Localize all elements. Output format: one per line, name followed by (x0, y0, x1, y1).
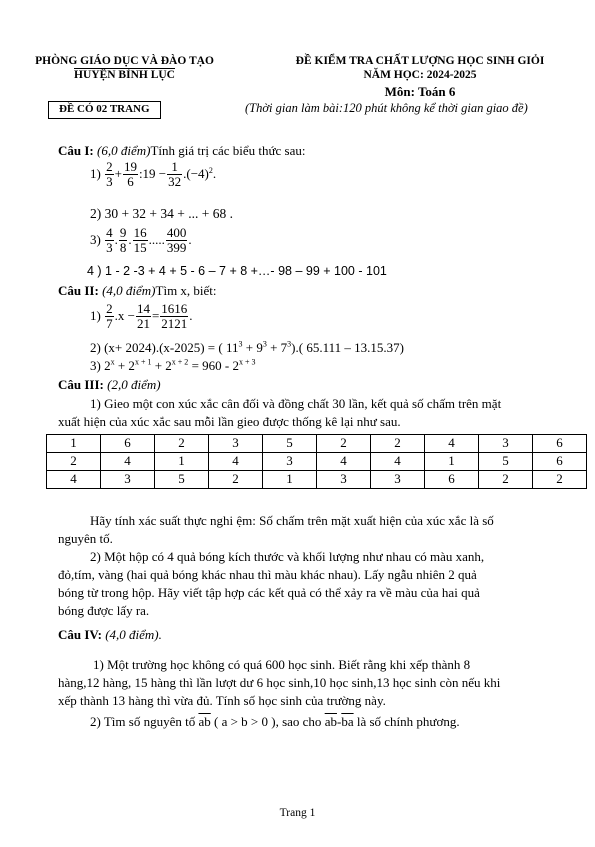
period: . (189, 308, 193, 324)
subject: Môn: Toán 6 (384, 84, 456, 99)
table-cell: 2 (209, 471, 263, 489)
numerator: 14 (136, 301, 150, 316)
table-cell: 5 (155, 471, 209, 489)
exam-title: ĐỀ KIỂM TRA CHẤT LƯỢNG HỌC SINH GIỎI (295, 55, 545, 67)
q3-part2-line1: 2) Một hộp có 4 quả bóng kích thước và khối lượng như nhau có màu xanh, (90, 549, 485, 564)
table-cell: 2 (371, 435, 425, 453)
table-cell: 3 (371, 471, 425, 489)
table-cell: 3 (263, 453, 317, 471)
exponent: 2 (208, 165, 213, 175)
district-name (22, 68, 227, 82)
q2-heading (58, 283, 217, 299)
fraction (105, 160, 114, 190)
numerator: 9 (119, 225, 127, 240)
numerator: 2 (106, 301, 113, 316)
expression-part: = 960 - 2 (188, 358, 239, 373)
table-cell: 2 (479, 471, 533, 489)
expression-part: ( a > b > 0 ), sao cho (213, 714, 322, 729)
fraction (105, 226, 114, 256)
q1-item2 (90, 206, 233, 223)
q4-part2 (90, 714, 460, 730)
denominator: 6 (127, 174, 134, 190)
operator: + (114, 166, 122, 182)
table-cell: 1 (425, 453, 479, 471)
numerator: 2 (106, 159, 113, 174)
equals-sign: = (151, 308, 160, 324)
q2-item3 (90, 358, 256, 374)
exponent: 3 (238, 339, 243, 349)
table-cell: 5 (263, 435, 317, 453)
table-cell: 1 (47, 435, 101, 453)
q3-points: (2,0 điểm) (107, 377, 161, 392)
numerator: 19 (123, 159, 137, 174)
table-row (47, 435, 587, 453)
q1-item3: 3) $\frac{4}{3}$ . $\frac{9}{8}$ . $\frac{16}{15}$ ..... $\frac{400}{399}$ . (90, 225, 192, 256)
q1-item4: 4 ) 1 - 2 -3 + 4 + 5 - 6 – 7 + 8 +…- 98 – 99 + 100 - 101 (87, 264, 387, 278)
table-row (47, 471, 587, 489)
q1-points: (6,0 điểm) (97, 143, 151, 158)
fraction (167, 160, 182, 190)
q2-item1 (90, 302, 193, 332)
period: . (188, 232, 192, 248)
denominator: 2121 (161, 316, 188, 332)
period: . (212, 166, 217, 182)
fraction (119, 226, 128, 256)
q4-label: Câu IV: (58, 627, 102, 642)
numerator: 16 (133, 225, 147, 240)
q3-part2-line4: bóng được lấy ra. (58, 603, 150, 618)
numerator: 4 (106, 225, 113, 240)
q3-part1-line1: Hãy tính xác suất thực nghi ệm: Số chấm trên mặt xuất hiện của xúc xắc là số (90, 513, 494, 528)
department-name: PHÒNG GIÁO DỤC VÀ ĐÀO TẠO (35, 55, 214, 67)
fraction (136, 302, 151, 332)
denominator: 399 (166, 240, 187, 256)
expression-part: + 2 (114, 358, 135, 373)
table-cell: 1 (155, 453, 209, 471)
exponent: x (110, 357, 115, 367)
numerator: 400 (166, 225, 187, 240)
pages-box: ĐỀ CÓ 02 TRANG (48, 101, 161, 119)
denominator: 3 (106, 240, 113, 256)
exponent: 3 (262, 339, 267, 349)
fraction (123, 160, 138, 190)
exponent: x + 2 (171, 357, 189, 367)
expression-part: ).( 65.111 – 13.15.37) (291, 340, 404, 355)
q3-part1-line2: nguyên tố. (58, 531, 113, 546)
q1-item1-number: 1) (90, 166, 101, 182)
denominator: 8 (119, 240, 127, 256)
q4-part1-line1: 1) Một trường học không có quá 600 học sinh. Biết rằng khi xếp thành 8 (93, 657, 471, 672)
q2-points: (4,0 điểm) (102, 283, 156, 298)
fraction (105, 302, 114, 332)
time-note: (Thời gian làm bài:120 phút không kể thời gian giao đề) (245, 101, 528, 115)
table-cell: 2 (47, 453, 101, 471)
denominator: 7 (106, 316, 113, 332)
table-cell: 4 (317, 453, 371, 471)
table-cell: 4 (371, 453, 425, 471)
expression-part: + 9 (242, 340, 263, 355)
table-cell: 6 (533, 435, 587, 453)
expression-part: .x − (114, 308, 135, 324)
q1-item3-number: 3) (90, 232, 101, 248)
ellipsis: ..... (148, 232, 165, 248)
table-cell: 5 (479, 453, 533, 471)
table-cell: 2 (155, 435, 209, 453)
overlined-number: $\overline{ba}$ (341, 714, 354, 729)
exponent: x + 1 (134, 357, 152, 367)
expression-part: 2) Tìm số nguyên tố (90, 714, 196, 729)
q1-item2-number: 2) (90, 206, 102, 221)
minus-sign: - (336, 714, 342, 729)
q1-label: Câu I: (58, 143, 94, 158)
overlined-number: $\overline{ab}$ (324, 714, 337, 729)
table-cell: 2 (317, 435, 371, 453)
table-cell: 6 (533, 453, 587, 471)
numerator: 1 (167, 160, 182, 175)
q1-item2-expression: 30 + 32 + 34 + ... + 68 . (104, 206, 233, 221)
table-cell: 4 (101, 453, 155, 471)
denominator: 3 (106, 174, 113, 190)
fraction (160, 302, 188, 332)
dice-results-table (46, 434, 587, 489)
q2-prompt: Tìm x, biết: (155, 283, 217, 298)
exponent: 3 (287, 339, 292, 349)
table-cell: 4 (209, 453, 263, 471)
q4-heading (58, 627, 162, 643)
denominator: 21 (136, 316, 150, 332)
expression-part: .(−4) (183, 166, 209, 182)
q3-intro-line2: xuất hiện của xúc xắc sau mỗi lần gieo được thống kê lại như sau. (58, 414, 401, 429)
q3-intro-line1: 1) Gieo một con xúc xắc cân đối và đồng chất 30 lần, kết quả số chấm trên mặt (90, 396, 502, 411)
table-cell: 1 (263, 471, 317, 489)
table-cell: 3 (209, 435, 263, 453)
table-cell: 6 (101, 435, 155, 453)
q2-item2 (90, 340, 404, 356)
table-cell: 2 (533, 471, 587, 489)
fraction (166, 226, 188, 256)
q4-part1-line2: hàng,12 hàng, 15 hàng thì lần lượt dư 6 học sinh,10 học sinh,13 học sinh còn nếu khi (58, 675, 501, 690)
q4-points: (4,0 điểm). (105, 627, 162, 642)
q3-part2-line2: đỏ,tím, vàng (hai quả bóng khác nhau thì màu khác nhau). Lấy ngẫu nhiên 2 quả (58, 567, 477, 582)
q2-label: Câu II: (58, 283, 99, 298)
q1-item1 (90, 160, 216, 190)
q3-heading (58, 377, 161, 393)
q2-item1-number: 1) (90, 308, 101, 324)
page-number: Trang 1 (279, 807, 316, 819)
denominator: 32 (168, 174, 182, 190)
q1-heading (58, 143, 306, 159)
school-year: NĂM HỌC: 2024-2025 (363, 69, 477, 81)
table-row (47, 453, 587, 471)
table-cell: 3 (317, 471, 371, 489)
district-name-text: HUYỆN BÌNH LỤC (74, 69, 175, 81)
table-cell: 6 (425, 471, 479, 489)
q1-prompt: Tính giá trị các biểu thức sau: (150, 143, 306, 158)
q3-label: Câu III: (58, 377, 104, 392)
table-cell: 3 (479, 435, 533, 453)
table-cell: 4 (47, 471, 101, 489)
expression-part: + 7 (266, 340, 288, 355)
q4-part1-line3: xếp thành 13 hàng thì vừa đủ. Tính số học sinh của trường này. (58, 693, 386, 708)
table-cell: 3 (101, 471, 155, 489)
expression-part: 2) (x+ 2024).(x-2025) = ( 11 (90, 340, 239, 355)
exponent: x + 3 (238, 357, 256, 367)
expression-part: là số chính phương. (356, 714, 460, 729)
fraction (133, 226, 148, 256)
expression-part: :19 − (138, 166, 167, 182)
numerator: 1616 (161, 301, 188, 316)
overlined-number: $\overline{ab}$ (198, 714, 211, 729)
denominator: 15 (133, 240, 147, 256)
table-cell: 4 (425, 435, 479, 453)
q3-part2-line3: bóng từ trong hộp. Hãy viết tập hợp các kết quả có thể xảy ra về màu của hai quả (58, 585, 480, 600)
expression-part: + 2 (151, 358, 172, 373)
expression-part: 3) 2 (90, 358, 111, 373)
